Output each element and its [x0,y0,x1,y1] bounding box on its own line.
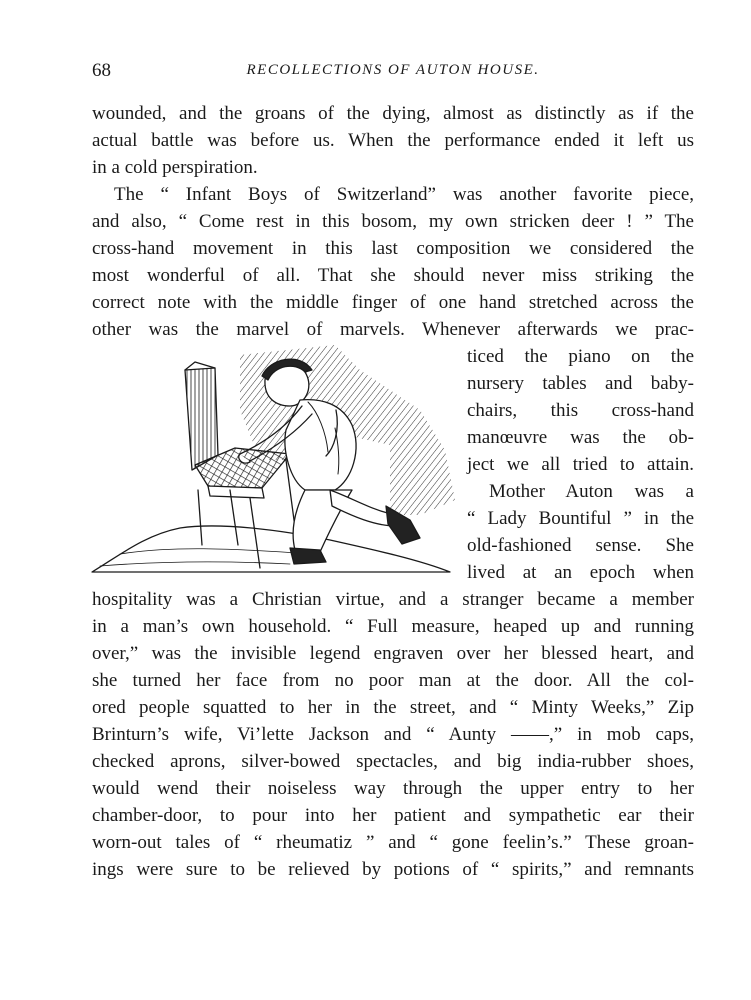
text-line: Mother Auton was a [489,481,694,502]
text-line: over,” was the invisible legend engraven over her blessed heart, and [92,643,694,664]
text-line: ject we all tried to attain. [467,454,694,475]
text-line: she turned her face from no poor man at the door. All the col- [92,670,694,691]
text-line: “ Lady Bountiful ” in the [467,508,694,529]
page-number: 68 [92,60,111,81]
text-line: would wend their noiseless way through the upper entry to her [92,778,694,799]
text-line: ored people squatted to her in the street, and “ Minty Weeks,” Zip [92,697,694,718]
text-line: most wonderful of all. That she should never miss striking the [92,265,694,286]
text-line: The “ Infant Boys of Switzerland” was another favorite piece, [114,184,694,205]
text-line: ings were sure to be relieved by potions of “ spirits,” and remnants [92,859,694,880]
text-line: worn-out tales of “ rheumatiz ” and “ gone feelin’s.” These groan- [92,832,694,853]
text-line: chairs, this cross-hand [467,400,694,421]
text-line: wounded, and the groans of the dying, almost as distinctly as if the [92,103,694,124]
text-line: old-fashioned sense. She [467,535,694,556]
text-line: lived at an epoch when [467,562,694,583]
text-line: hospitality was a Christian virtue, and a stranger became a member [92,589,694,610]
boy-at-chair-illustration [90,340,462,582]
text-line: manœuvre was the ob- [467,427,694,448]
text-line: cross-hand movement in this last composition we considered the [92,238,694,259]
text-line: chamber-door, to pour into her patient and sympathetic ear their [92,805,694,826]
text-line: ticed the piano on the [467,346,694,367]
text-line: and also, “ Come rest in this bosom, my own stricken deer ! ” The [92,211,694,232]
text-line: nursery tables and baby- [467,373,694,394]
text-line: other was the marvel of marvels. Whenever afterwards we prac- [92,319,694,340]
text-line: in a cold perspiration. [92,157,258,178]
running-head: RECOLLECTIONS OF AUTON HOUSE. [246,62,540,78]
text-line: in a man’s own household. “ Full measure, heaped up and running [92,616,694,637]
text-line: correct note with the middle finger of one hand stretched across the [92,292,694,313]
page-header [92,60,694,88]
text-line: actual battle was before us. When the performance ended it left us [92,130,694,151]
text-line: checked aprons, silver-bowed spectacles, and big india-rubber shoes, [92,751,694,772]
text-line: Brinturn’s wife, Vi’lette Jackson and “ Aunty ——,” in mob caps, [92,724,694,745]
